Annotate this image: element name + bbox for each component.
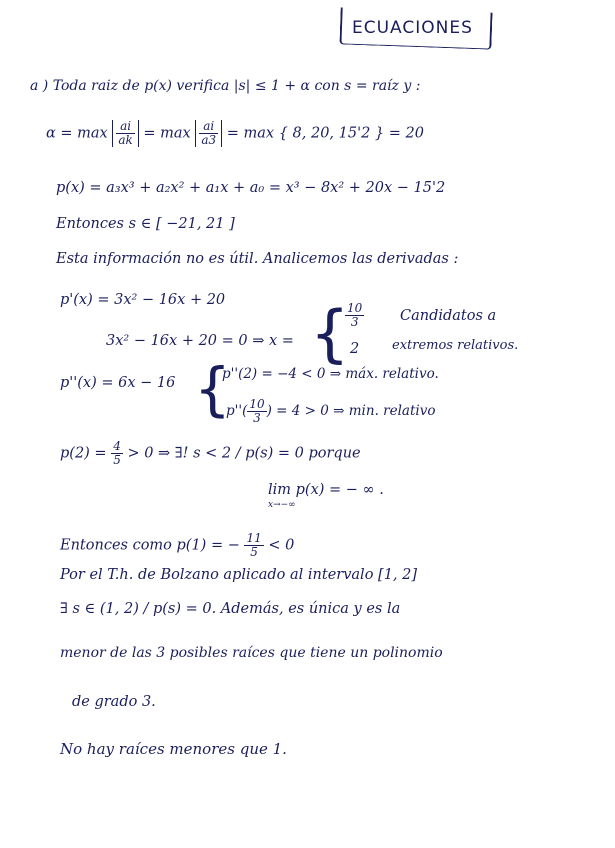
line-10: lim p(x) = − ∞ . [268,482,384,498]
line-11-fraction [244,532,263,559]
line-6: p'(x) = 3x² − 16x + 20 [60,292,226,308]
abs-fraction-1 [112,120,138,147]
line-11-den: 5 [250,545,258,559]
line-2-b: = max [143,125,191,142]
curly-brace-1: { [310,297,350,370]
line-2-a: α = max [46,125,108,142]
line-8-b [226,398,435,425]
page-title: ECUACIONES [352,18,473,38]
line-9-num: 4 [113,439,121,453]
abs-fraction-2 [195,120,222,147]
line-8-den: 3 [253,411,261,425]
line-7: 3x² − 16x + 20 = 0 ⇒ x = [106,333,294,349]
line-14: menor de las 3 posibles raíces que tiene un polinomio [60,645,443,661]
line-9-b: > 0 ⇒ ∃! s < 2 / p(s) = 0 porque [127,445,361,462]
fraction-2-num: ai [199,120,218,134]
line-11-b: < 0 [268,537,295,554]
root-2: 2 [350,341,360,357]
line-8-b1: p''( [226,403,248,419]
line-8-a: p''(2) = −4 < 0 ⇒ máx. relativo. [222,366,439,382]
root-1-den: 3 [350,315,359,329]
line-15: de grado 3. [72,694,156,710]
line-9 [60,440,361,467]
line-11-num: 11 [246,531,262,545]
fraction-1-den: ak [118,133,133,147]
candidates-note-1: Candidatos a [400,308,497,324]
line-3: p(x) = a₃x³ + a₂x² + a₁x + a₀ = x³ − 8x² + 20x − 15'2 [56,180,446,196]
line-1: a ) Toda raiz de p(x) verifica |s| ≤ 1 + α con s = raíz y : [30,78,421,94]
fraction-2-den: a3 [201,133,217,147]
line-2-c: = max { 8, 20, 15'2 } = 20 [226,125,424,142]
line-8: p''(x) = 6x − 16 [60,375,176,391]
line-9-fraction [111,440,123,467]
line-5: Esta información no es útil. Analicemos las derivadas : [56,251,459,267]
line-12: Por el T.h. de Bolzano aplicado al intervalo [1, 2] [60,567,418,583]
line-10-sub: x→−∞ [268,500,296,510]
line-8-fraction [247,398,266,425]
line-11-a: Entonces como p(1) = − [60,537,240,554]
fraction-1-num: ai [116,120,134,134]
fraction-1 [116,120,134,147]
line-11 [60,532,294,559]
line-8-num: 10 [249,397,265,411]
candidates-note-2: extremos relativos. [392,338,519,353]
line-2 [46,120,424,147]
line-4: Entonces s ∈ [ −21, 21 ] [56,216,235,232]
line-8-b2: ) = 4 > 0 ⇒ min. relativo [266,403,436,419]
curly-brace-2: { [194,355,231,423]
line-9-a: p(2) = [60,445,107,462]
root-1-fraction [345,302,364,329]
line-16: No hay raíces menores que 1. [60,740,287,758]
fraction-2 [199,120,218,147]
root-1-num: 10 [347,301,363,315]
root-1 [345,302,364,329]
line-13: ∃ s ∈ (1, 2) / p(s) = 0. Además, es única y es la [60,601,401,617]
line-9-den: 5 [113,453,121,467]
